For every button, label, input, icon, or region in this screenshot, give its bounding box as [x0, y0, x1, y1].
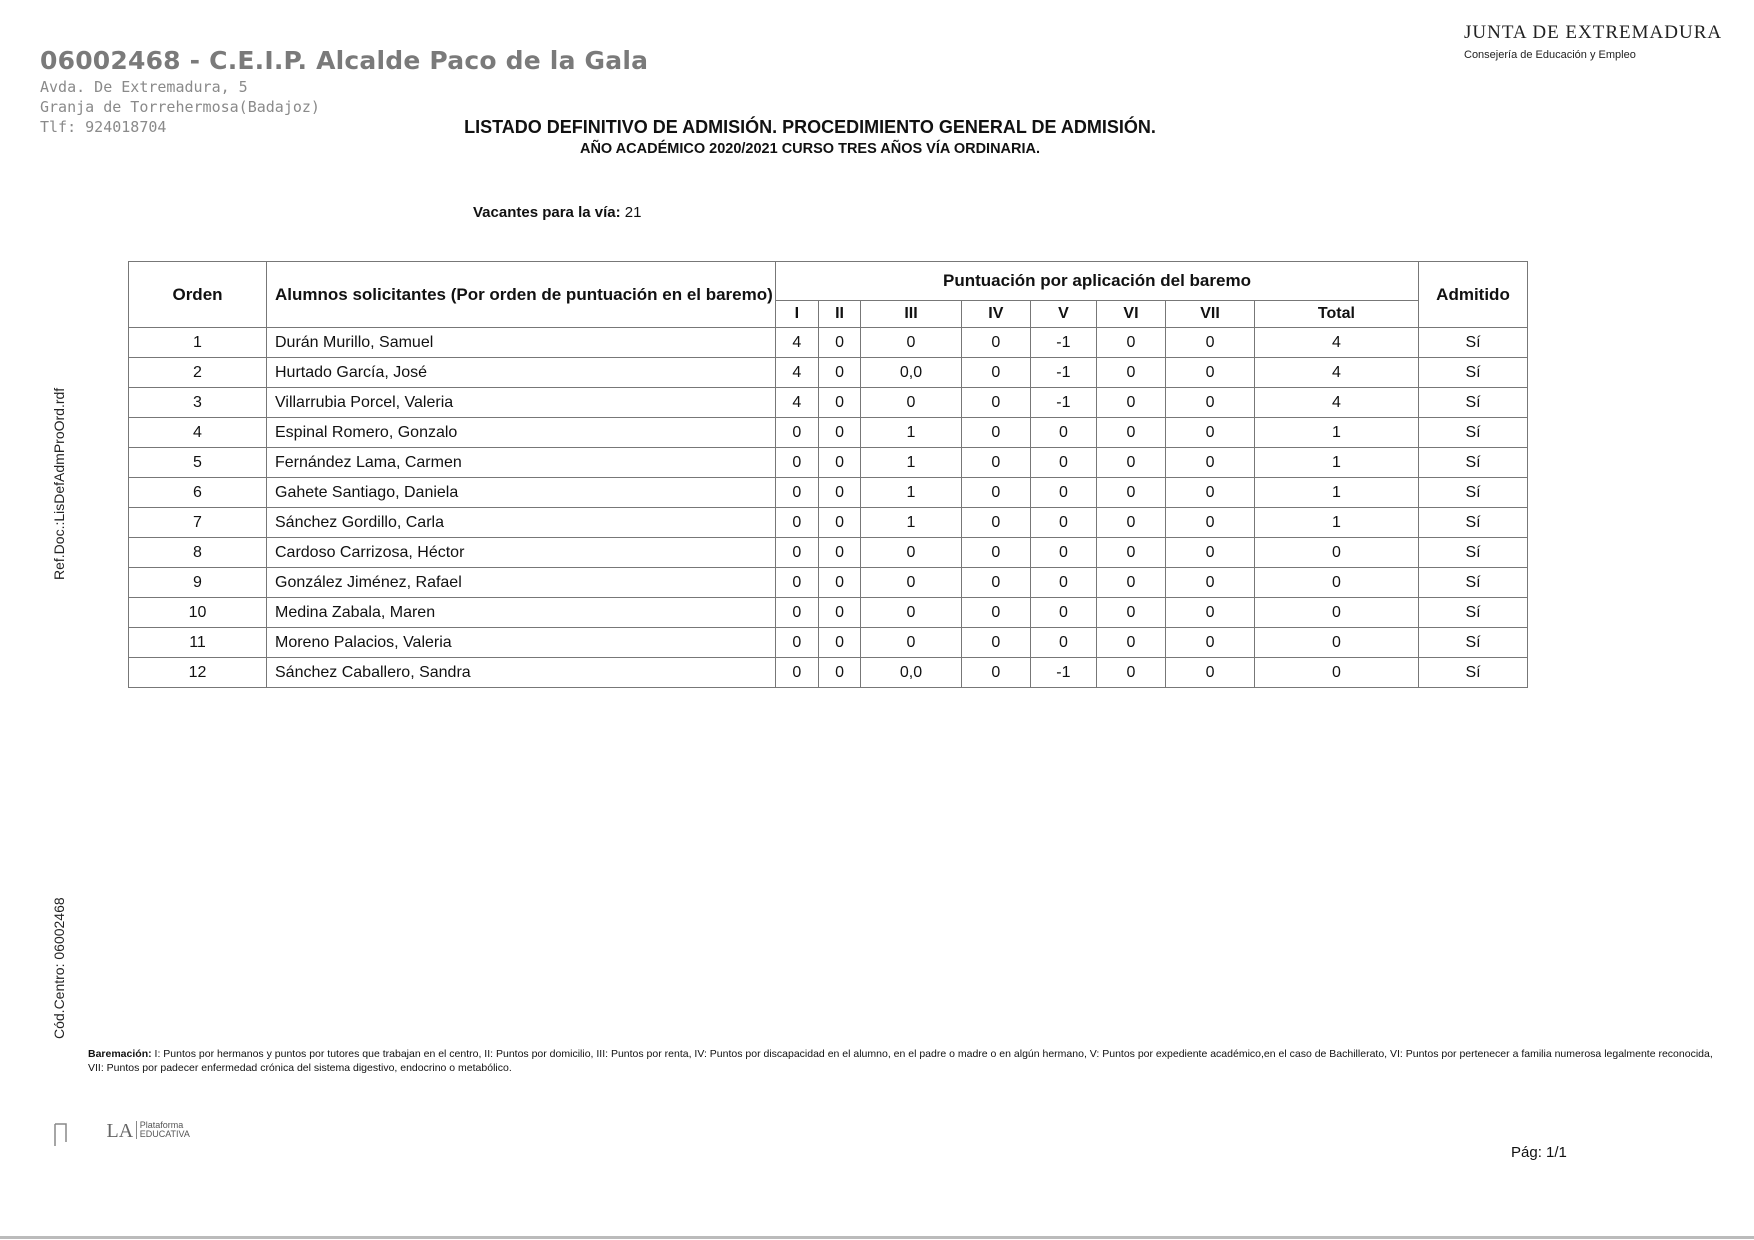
- header-puntuacion: Puntuación por aplicación del baremo: [776, 262, 1419, 301]
- table-row: [129, 658, 1528, 688]
- platform-logo: LA Plataforma EDUCATIVA: [52, 1120, 190, 1148]
- vacancies: [473, 204, 641, 221]
- cell-score: 0: [961, 418, 1030, 448]
- cell-score: 0: [818, 448, 861, 478]
- vacancies-label: Vacantes para la vía:: [473, 204, 621, 221]
- cell-score: 0: [1166, 658, 1255, 688]
- cell-score: 0: [961, 598, 1030, 628]
- cell-score: 0: [776, 598, 819, 628]
- cell-score: 0: [1096, 628, 1165, 658]
- cell-score: 0: [1254, 658, 1418, 688]
- cell-score: 0: [1254, 538, 1418, 568]
- header-criteria-2: III: [861, 301, 961, 328]
- side-centro: Cód.Centro: 06002468: [51, 897, 67, 1039]
- cell-score: 0: [961, 388, 1030, 418]
- cell-score: 0: [961, 628, 1030, 658]
- cell-name: Sánchez Gordillo, Carla: [267, 508, 776, 538]
- cell-admitido: Sí: [1419, 448, 1528, 478]
- cell-score: 0: [1254, 628, 1418, 658]
- cell-score: 0: [961, 358, 1030, 388]
- cell-score: 0: [861, 328, 961, 358]
- cell-score: 0: [1096, 478, 1165, 508]
- header-criteria-7: Total: [1254, 301, 1418, 328]
- cell-score: 0: [1031, 448, 1097, 478]
- table-row: [129, 328, 1528, 358]
- cell-score: 0: [1031, 628, 1097, 658]
- table-row: [129, 538, 1528, 568]
- cell-name: Moreno Palacios, Valeria: [267, 628, 776, 658]
- cell-score: 0: [1166, 478, 1255, 508]
- cell-name: Gahete Santiago, Daniela: [267, 478, 776, 508]
- table-row: [129, 568, 1528, 598]
- legend-label: Baremación:: [88, 1048, 152, 1060]
- cell-score: 0: [961, 568, 1030, 598]
- cell-score: 1: [1254, 508, 1418, 538]
- document-title: LISTADO DEFINITIVO DE ADMISIÓN. PROCEDIMIENTO GENERAL DE ADMISIÓN.: [464, 117, 1156, 137]
- cell-score: 0: [1031, 538, 1097, 568]
- cell-score: 0: [861, 628, 961, 658]
- admission-table: [128, 261, 1528, 688]
- cell-score: -1: [1031, 658, 1097, 688]
- cell-score: 0: [861, 568, 961, 598]
- cell-score: 0: [1166, 628, 1255, 658]
- cell-score: 0: [1096, 418, 1165, 448]
- cell-orden: 4: [129, 418, 267, 448]
- cell-score: 0: [1166, 448, 1255, 478]
- cell-orden: 12: [129, 658, 267, 688]
- cell-score: 0: [1096, 538, 1165, 568]
- table-row: [129, 448, 1528, 478]
- cell-score: 0: [861, 388, 961, 418]
- cell-name: Fernández Lama, Carmen: [267, 448, 776, 478]
- cell-score: 0: [1166, 418, 1255, 448]
- cell-score: 0,0: [861, 358, 961, 388]
- cell-score: 0: [776, 448, 819, 478]
- cell-score: 0: [961, 658, 1030, 688]
- cell-score: 0: [961, 448, 1030, 478]
- school-phone: Tlf: 924018704: [40, 118, 167, 136]
- cell-score: 0: [818, 568, 861, 598]
- cell-score: 0: [1031, 418, 1097, 448]
- table-row: [129, 598, 1528, 628]
- cell-admitido: Sí: [1419, 418, 1528, 448]
- cell-score: 0: [776, 538, 819, 568]
- cell-score: 0: [1166, 328, 1255, 358]
- cell-orden: 6: [129, 478, 267, 508]
- cell-orden: 11: [129, 628, 267, 658]
- cell-score: 0: [1031, 478, 1097, 508]
- header-admitido: Admitido: [1419, 262, 1528, 328]
- cell-score: 0: [1031, 508, 1097, 538]
- cell-admitido: Sí: [1419, 598, 1528, 628]
- cell-score: 0: [818, 418, 861, 448]
- table-row: [129, 418, 1528, 448]
- header-criteria-4: V: [1031, 301, 1097, 328]
- cell-score: 0: [1166, 538, 1255, 568]
- cell-orden: 8: [129, 538, 267, 568]
- legend: [88, 1047, 1718, 1075]
- cell-orden: 9: [129, 568, 267, 598]
- cell-score: 0: [776, 658, 819, 688]
- cell-score: 0: [861, 538, 961, 568]
- cell-score: 0: [1096, 658, 1165, 688]
- cell-score: 0,0: [861, 658, 961, 688]
- cell-score: 0: [1096, 448, 1165, 478]
- table-row: [129, 508, 1528, 538]
- table-row: [129, 388, 1528, 418]
- cell-score: 1: [861, 418, 961, 448]
- document-subtitle: AÑO ACADÉMICO 2020/2021 CURSO TRES AÑOS VÍA ORDINARIA.: [579, 141, 1041, 157]
- cell-admitido: Sí: [1419, 388, 1528, 418]
- cell-name: Cardoso Carrizosa, Héctor: [267, 538, 776, 568]
- cell-admitido: Sí: [1419, 508, 1528, 538]
- table-row: [129, 358, 1528, 388]
- cell-name: Hurtado García, José: [267, 358, 776, 388]
- cell-score: 0: [1254, 568, 1418, 598]
- cell-name: Medina Zabala, Maren: [267, 598, 776, 628]
- header-orden: Orden: [129, 262, 267, 328]
- stamp-icon: [52, 1122, 74, 1148]
- cell-score: 0: [776, 628, 819, 658]
- cell-score: 0: [961, 328, 1030, 358]
- cell-score: 0: [818, 628, 861, 658]
- cell-orden: 10: [129, 598, 267, 628]
- cell-score: -1: [1031, 358, 1097, 388]
- cell-admitido: Sí: [1419, 328, 1528, 358]
- table-row: [129, 478, 1528, 508]
- cell-score: 4: [1254, 358, 1418, 388]
- cell-orden: 3: [129, 388, 267, 418]
- cell-admitido: Sí: [1419, 658, 1528, 688]
- cell-score: 0: [861, 598, 961, 628]
- header-alumnos: Alumnos solicitantes (Por orden de puntuación en el baremo): [267, 262, 776, 328]
- cell-score: 0: [1254, 598, 1418, 628]
- cell-score: 0: [1166, 388, 1255, 418]
- cell-name: Sánchez Caballero, Sandra: [267, 658, 776, 688]
- school-title: 06002468 - C.E.I.P. Alcalde Paco de la Gala: [40, 46, 649, 75]
- cell-name: Villarrubia Porcel, Valeria: [267, 388, 776, 418]
- cell-score: 0: [818, 328, 861, 358]
- cell-orden: 7: [129, 508, 267, 538]
- cell-score: 4: [776, 358, 819, 388]
- cell-admitido: Sí: [1419, 478, 1528, 508]
- cell-score: 0: [1096, 388, 1165, 418]
- cell-score: 4: [776, 388, 819, 418]
- cell-score: 0: [776, 478, 819, 508]
- org-department: Consejería de Educación y Empleo: [1464, 49, 1636, 61]
- cell-name: Espinal Romero, Gonzalo: [267, 418, 776, 448]
- cell-score: 0: [1166, 508, 1255, 538]
- cell-score: 1: [861, 478, 961, 508]
- cell-orden: 5: [129, 448, 267, 478]
- cell-score: 0: [1096, 508, 1165, 538]
- cell-score: 1: [1254, 418, 1418, 448]
- cell-score: 1: [1254, 478, 1418, 508]
- cell-score: 0: [1166, 568, 1255, 598]
- cell-score: -1: [1031, 388, 1097, 418]
- cell-score: 0: [818, 358, 861, 388]
- cell-admitido: Sí: [1419, 568, 1528, 598]
- cell-score: 4: [1254, 328, 1418, 358]
- cell-admitido: Sí: [1419, 628, 1528, 658]
- cell-score: 0: [818, 388, 861, 418]
- cell-admitido: Sí: [1419, 358, 1528, 388]
- header-criteria-3: IV: [961, 301, 1030, 328]
- cell-score: 0: [776, 508, 819, 538]
- cell-score: 1: [861, 448, 961, 478]
- header-criteria-1: II: [818, 301, 861, 328]
- cell-score: 0: [818, 598, 861, 628]
- cell-score: 0: [1166, 358, 1255, 388]
- cell-score: 0: [1096, 358, 1165, 388]
- logo-text: Plataforma EDUCATIVA: [136, 1121, 190, 1139]
- cell-score: 4: [1254, 388, 1418, 418]
- cell-orden: 1: [129, 328, 267, 358]
- cell-score: 0: [961, 538, 1030, 568]
- page-number: Pág: 1/1: [1511, 1144, 1567, 1161]
- cell-score: 0: [1031, 598, 1097, 628]
- cell-score: 0: [776, 418, 819, 448]
- side-ref: Ref.Doc.:LisDefAdmProOrd.rdf: [51, 387, 67, 580]
- cell-score: 0: [776, 568, 819, 598]
- cell-score: 4: [776, 328, 819, 358]
- cell-score: 0: [961, 508, 1030, 538]
- org-name: JUNTA DE EXTREMADURA: [1464, 22, 1723, 43]
- cell-score: 0: [1096, 328, 1165, 358]
- cell-score: 0: [1166, 598, 1255, 628]
- cell-score: 0: [1096, 568, 1165, 598]
- cell-score: 0: [818, 658, 861, 688]
- cell-name: Durán Murillo, Samuel: [267, 328, 776, 358]
- bottom-divider: [0, 1236, 1754, 1239]
- cell-score: 0: [818, 508, 861, 538]
- cell-score: 0: [1096, 598, 1165, 628]
- vacancies-value: 21: [624, 204, 642, 221]
- school-city: Granja de Torrehermosa(Badajoz): [40, 98, 320, 116]
- school-address: Avda. De Extremadura, 5: [40, 78, 248, 96]
- cell-score: 1: [1254, 448, 1418, 478]
- cell-admitido: Sí: [1419, 538, 1528, 568]
- header-criteria-6: VII: [1166, 301, 1255, 328]
- cell-score: -1: [1031, 328, 1097, 358]
- cell-orden: 2: [129, 358, 267, 388]
- cell-score: 0: [1031, 568, 1097, 598]
- cell-name: González Jiménez, Rafael: [267, 568, 776, 598]
- legend-text: I: Puntos por hermanos y puntos por tutores que trabajan en el centro, II: Puntos por domicilio, III: Puntos por renta, IV: Puntos por discapacidad en el alumno, en el padre o madre o en algún hermano, V: Puntos por expediente académico,en el caso de Bachillerato, VI: Puntos por pertenecer a familia numerosa legalmente reconocida, VII: Puntos por padecer enfermedad crónica del sistema digestivo, endocrino o metabólico.: [88, 1048, 1713, 1074]
- table-row: [129, 628, 1528, 658]
- header-criteria-5: VI: [1096, 301, 1165, 328]
- cell-score: 1: [861, 508, 961, 538]
- cell-score: 0: [961, 478, 1030, 508]
- header-criteria-0: I: [776, 301, 819, 328]
- cell-score: 0: [818, 478, 861, 508]
- cell-score: 0: [818, 538, 861, 568]
